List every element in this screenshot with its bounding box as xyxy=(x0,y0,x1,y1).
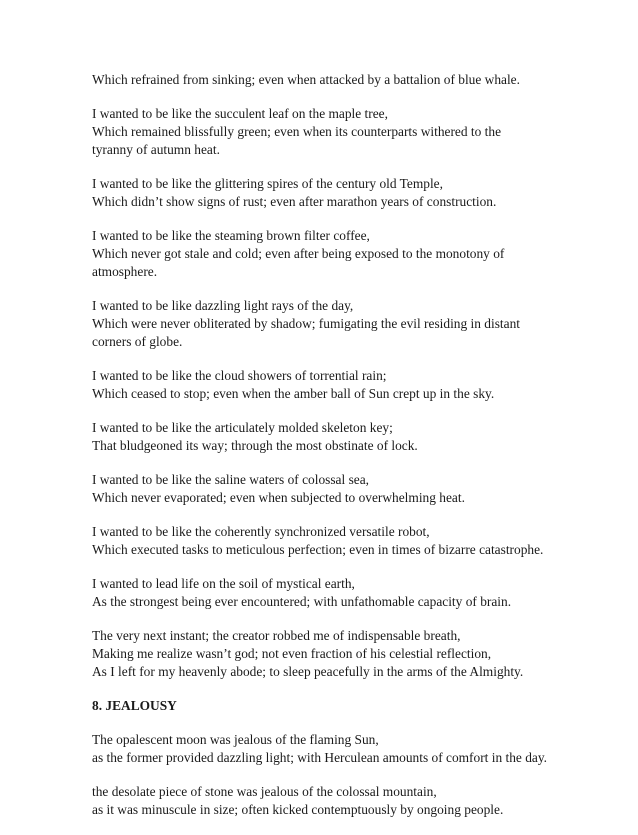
stanza xyxy=(92,175,612,211)
poem-line: I wanted to be like the coherently synchronized versatile robot, xyxy=(92,524,430,539)
poem-line: as the former provided dazzling light; with Herculean amounts of comfort in the day. xyxy=(92,750,548,765)
poem-line: Making me realize wasn’t god; not even fraction of his celestial reflection, xyxy=(92,646,492,661)
poem-line: I wanted to be like dazzling light rays of the day, xyxy=(92,298,354,313)
poem-line: tyranny of autumn heat. xyxy=(92,142,220,157)
poem-line: I wanted to lead life on the soil of mystical earth, xyxy=(92,576,355,591)
poem-line: As I left for my heavenly abode; to sleep peacefully in the arms of the Almighty. xyxy=(92,664,524,679)
poem-line: Which never got stale and cold; even after being exposed to the monotony of xyxy=(92,246,505,261)
poem-line: As the strongest being ever encountered; with unfathomable capacity of brain. xyxy=(92,594,512,609)
poem-line: I wanted to be like the succulent leaf on the maple tree, xyxy=(92,106,388,121)
poem-line: I wanted to be like the saline waters of colossal sea, xyxy=(92,472,370,487)
stanza xyxy=(92,575,612,611)
poem-line: Which ceased to stop; even when the amber ball of Sun crept up in the sky. xyxy=(92,386,495,401)
poem-line: Which refrained from sinking; even when attacked by a battalion of blue whale. xyxy=(92,72,520,87)
poem-line: The very next instant; the creator robbed me of indispensable breath, xyxy=(92,628,461,643)
stanza xyxy=(92,731,612,767)
poem-line: atmosphere. xyxy=(92,264,158,279)
stanza xyxy=(92,523,612,559)
section-heading: 8. JEALOUSY xyxy=(92,698,177,713)
stanza xyxy=(92,71,612,89)
stanza xyxy=(92,297,612,351)
poem-line: the desolate piece of stone was jealous of the colossal mountain, xyxy=(92,784,437,799)
stanza xyxy=(92,367,612,403)
poem-line: Which were never obliterated by shadow; fumigating the evil residing in distant xyxy=(92,316,521,331)
poem-line: Which didn’t show signs of rust; even after marathon years of construction. xyxy=(92,194,497,209)
document-page xyxy=(92,71,612,835)
poem-line: I wanted to be like the articulately molded skeleton key; xyxy=(92,420,393,435)
poem-line: Which never evaporated; even when subjected to overwhelming heat. xyxy=(92,490,465,505)
poem-body-jealousy xyxy=(92,731,612,819)
poem-line: The opalescent moon was jealous of the flaming Sun, xyxy=(92,732,379,747)
poem-line: I wanted to be like the steaming brown filter coffee, xyxy=(92,228,370,243)
stanza xyxy=(92,105,612,159)
stanza xyxy=(92,783,612,819)
poem-line: That bludgeoned its way; through the most obstinate of lock. xyxy=(92,438,418,453)
poem-line: as it was minuscule in size; often kicked contemptuously by ongoing people. xyxy=(92,802,504,817)
stanza xyxy=(92,227,612,281)
stanza xyxy=(92,419,612,455)
poem-line: corners of globe. xyxy=(92,334,183,349)
stanza xyxy=(92,471,612,507)
poem-line: I wanted to be like the glittering spires of the century old Temple, xyxy=(92,176,443,191)
poem-body xyxy=(92,71,612,681)
poem-line: Which remained blissfully green; even when its counterparts withered to the xyxy=(92,124,502,139)
poem-line: Which executed tasks to meticulous perfection; even in times of bizarre catastrophe. xyxy=(92,542,544,557)
poem-line: I wanted to be like the cloud showers of torrential rain; xyxy=(92,368,387,383)
stanza xyxy=(92,627,612,681)
